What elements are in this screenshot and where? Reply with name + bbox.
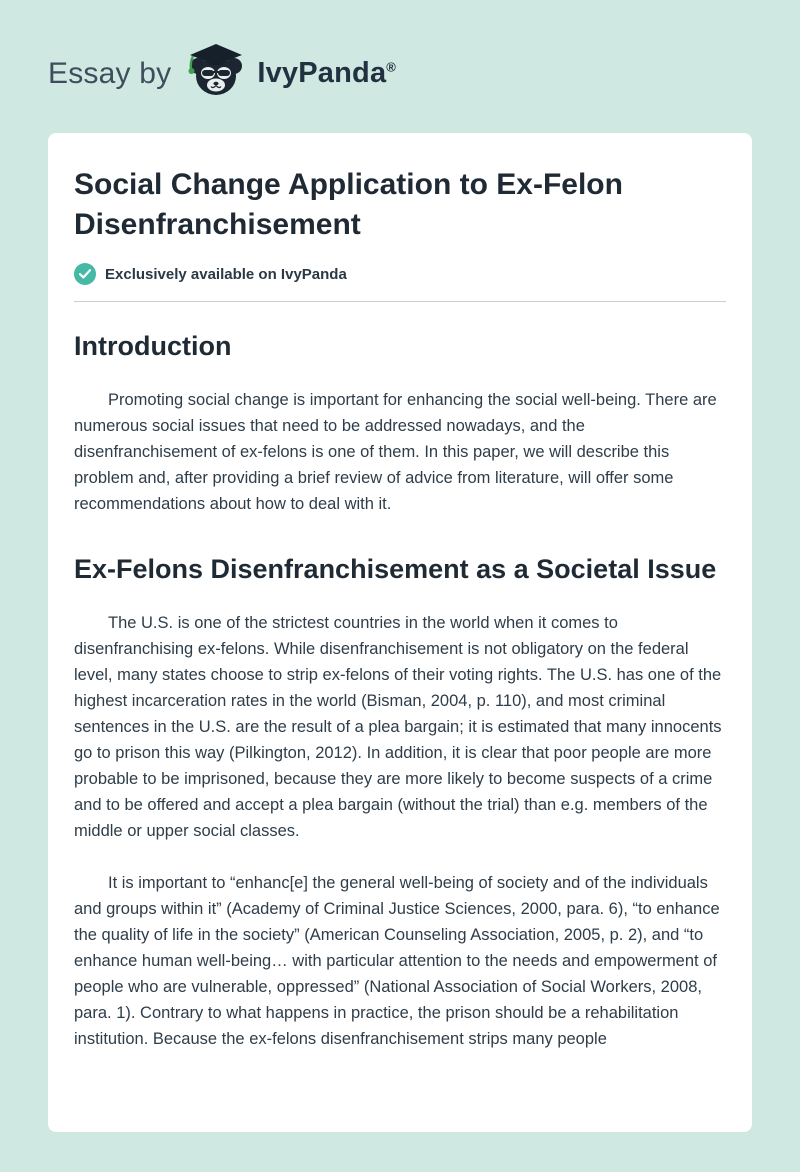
- paragraph: The U.S. is one of the strictest countries in the world when it comes to disenfranchising ex-felons. While disenfranchisement is not obligatory on the federal level, many states choose to strip ex-felons of their voting rights. The U.S. has one of the highest incarceration rates in the world (Bisman, 2004, p. 110), and most criminal sentences in the U.S. are the result of a plea bargain; it is estimated that many innocents go to prison this way (Pilkington, 2012). In addition, it is clear that poor people are more probable to be imprisoned, because they are more likely to become suspects of a crime and to be offered and accept a plea bargain (without the trial) than e.g. members of the middle or upper social classes.: [74, 614, 722, 840]
- ivypanda-brand-link[interactable]: [185, 42, 396, 105]
- brand-name: IvyPanda®: [257, 57, 397, 89]
- panda-logo-icon: [185, 42, 247, 105]
- paragraph: Promoting social change is important for enhancing the social well-being. There are numerous social issues that need to be addressed nowadays, and the disenfranchisement of ex-felons is one of them. In this paper, we will describe this problem and, after providing a brief review of advice from literature, will offer some recommendations about how to deal with it.: [74, 391, 717, 513]
- section-heading-societal-issue: Ex-Felons Disenfranchisement as a Societal Issue: [74, 554, 717, 584]
- registered-mark: ®: [386, 59, 397, 75]
- checkmark-icon: [74, 263, 96, 285]
- section-heading-introduction: Introduction: [74, 331, 232, 361]
- divider: [74, 301, 726, 302]
- page-title: Social Change Application to Ex-Felon Disenfranchisement: [74, 168, 623, 241]
- exclusive-badge: [74, 263, 726, 285]
- exclusive-badge-text: Exclusively available on IvyPanda: [105, 265, 347, 283]
- site-header: [0, 0, 800, 133]
- section-societal-issue: [74, 551, 726, 1052]
- essay-by-label: Essay by: [48, 56, 172, 90]
- essay-card: [48, 133, 752, 1132]
- paragraph: It is important to “enhanc[e] the general well-being of society and of the individuals and groups within it” (Academy of Criminal Justice Sciences, 2000, para. 6), “to enhance the quality of life in the society” (American Counseling Association, 2005, p. 2), and “to enhance human well-being… with particular attention to the needs and empowerment of people who are vulnerable, oppressed” (National Association of Social Workers, 2008, para. 1). Contrary to what happens in practice, the prison should be a rehabilitation institution. Because the ex-felons disenfranchisement strips many people: [74, 874, 720, 1048]
- section-introduction: [74, 328, 726, 517]
